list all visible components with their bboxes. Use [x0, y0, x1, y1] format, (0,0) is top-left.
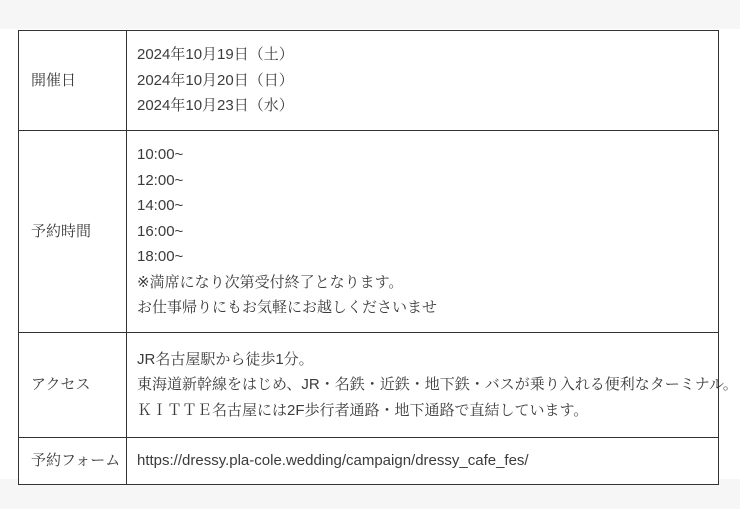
row-header-label: 予約フォーム [31, 452, 121, 469]
access-line: JR名古屋駅から徒歩1分。 [137, 350, 314, 368]
table-row-time [19, 131, 719, 333]
time-slot-line: 16:00~ [137, 222, 184, 240]
row-header-time [19, 131, 127, 333]
row-value-date [127, 31, 719, 131]
time-slot-line: 12:00~ [137, 171, 184, 189]
row-value-access [127, 333, 738, 438]
time-slot-line: 18:00~ [137, 248, 184, 266]
row-header-reservation-form [19, 438, 127, 485]
row-header-label: 開催日 [31, 71, 77, 89]
table-row-reservation-form [19, 438, 719, 485]
access-line: 東海道新幹線をはじめ、JR・名鉄・近鉄・地下鉄・バスが乗り入れる便利なターミナル。 [137, 376, 738, 394]
row-header-label: アクセス [31, 376, 91, 394]
date-line: 2024年10月19日（土） [137, 46, 294, 64]
reservation-form-url: https://dressy.pla-cole.wedding/campaign/dressy_cafe_fes/ [137, 452, 529, 469]
row-header-date [19, 31, 127, 131]
time-slot-line: 10:00~ [137, 145, 184, 163]
time-slot-line: 14:00~ [137, 197, 184, 215]
time-note-line: お仕事帰りにもお気軽にお越しくださいませ [137, 299, 438, 317]
date-line: 2024年10月20日（日） [137, 71, 294, 89]
row-value-reservation-form [127, 438, 719, 485]
date-line: 2024年10月23日（水） [137, 97, 294, 115]
row-header-access [19, 333, 127, 438]
table-row-date [19, 31, 719, 131]
row-header-label: 予約時間 [31, 222, 92, 240]
event-info-table [18, 30, 738, 485]
time-note-line: ※満席になり次第受付終了となります。 [137, 273, 404, 291]
page-background-top-band [0, 0, 740, 29]
table-row-access [19, 333, 719, 438]
access-line: ＫＩＴＴＥ名古屋には2F歩行者通路・地下通路で直結しています。 [137, 401, 589, 419]
row-value-time [127, 131, 719, 333]
